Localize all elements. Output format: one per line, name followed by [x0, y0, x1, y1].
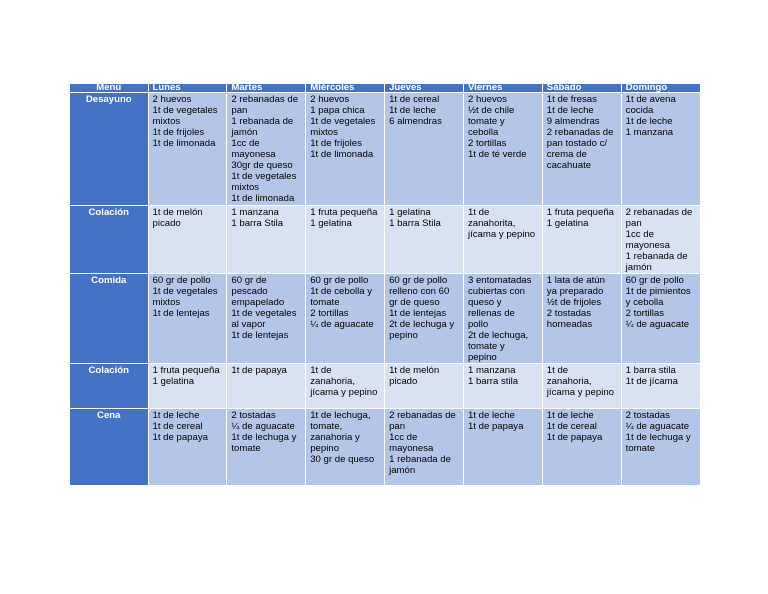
menu-item-line: pepino — [467, 352, 497, 363]
menu-cell — [148, 409, 227, 486]
menu-item-line: 1t de limonada — [310, 149, 374, 160]
menu-cell — [148, 93, 227, 206]
menu-cell — [542, 93, 621, 206]
menu-item-line: 60 gr de — [231, 275, 267, 286]
menu-item-line: pescado — [231, 286, 268, 297]
menu-item-line: 3 entomatadas — [467, 275, 532, 286]
menu-item-line: 1t de leche — [546, 105, 594, 116]
menu-item-line: 1 manzana — [467, 365, 516, 376]
menu-item-line: 1 barra stila — [625, 365, 676, 376]
menu-body — [70, 93, 700, 486]
menu-cell — [463, 364, 542, 409]
menu-cell — [227, 364, 306, 409]
menu-item-line: 1t de té verde — [467, 149, 527, 160]
menu-cell — [227, 93, 306, 206]
menu-item-line: 1t de vegetales — [310, 116, 376, 127]
menu-item-line: 60 gr de pollo — [310, 275, 369, 286]
menu-item-line: 1t de papaya — [467, 421, 524, 432]
menu-item-line: 2 huevos — [152, 94, 192, 105]
menu-cell — [385, 93, 464, 206]
menu-item-line: 1 gelatina — [546, 218, 589, 229]
menu-item-line: 1t de frijoles — [310, 138, 362, 149]
menu-item-line: jícama y pepino — [310, 387, 378, 398]
menu-item-line: 1cc de — [625, 229, 654, 240]
menu-cell — [463, 274, 542, 364]
menu-item-line: tomate — [310, 297, 340, 308]
meal-label: Comida — [70, 274, 148, 364]
menu-item-line: 1 fruta pequeña — [152, 365, 220, 376]
table-row — [70, 206, 700, 274]
menu-item-line: 1t de lentejas — [152, 308, 210, 319]
menu-cell — [542, 274, 621, 364]
day-header-domingo: Domingo — [621, 84, 700, 93]
menu-item-line: empapelado — [231, 297, 285, 308]
menu-item-line: 2 tostadas — [625, 410, 670, 421]
menu-item-line: 2 huevos — [467, 94, 507, 105]
menu-item-line: 2 rebanadas de — [389, 410, 456, 421]
menu-item-line: 1cc de — [389, 432, 418, 443]
day-header-miercoles: Miércoles — [306, 84, 385, 93]
menu-item-line: 1 rebanada de — [625, 251, 688, 262]
menu-cell — [227, 274, 306, 364]
menu-item-line: mayonesa — [231, 149, 276, 160]
menu-item-line: 1t de vegetales — [231, 308, 297, 319]
menu-item-line: pan — [389, 421, 406, 432]
menu-cell — [621, 364, 700, 409]
menu-item-line: cacahuate — [546, 160, 592, 171]
menu-item-line: 1 rebanada de — [389, 454, 451, 465]
menu-item-line: mixtos — [231, 182, 260, 193]
menu-item-line: 60 gr de pollo — [152, 275, 211, 286]
menu-cell — [542, 409, 621, 486]
menu-item-line: 1t de pimientos — [625, 286, 691, 297]
menu-item-line: 2 tortillas — [625, 308, 665, 319]
menu-item-line: tomate y — [467, 341, 505, 352]
menu-cell — [306, 364, 385, 409]
menu-item-line: 1t de cereal — [546, 421, 597, 432]
menu-item-line: y cebolla — [625, 297, 664, 308]
table-row — [70, 409, 700, 486]
menu-item-line: 1t de vegetales — [152, 286, 218, 297]
menu-item-line: 1 fruta pequeña — [310, 207, 378, 218]
menu-item-line: 2 rebanadas de — [625, 207, 693, 218]
menu-item-line: 60 gr de pollo — [625, 275, 684, 286]
menu-item-line: 1t de papaya — [231, 365, 287, 376]
menu-item-line: 1 gelatina — [152, 376, 195, 387]
menu-item-line: 1t de frijoles — [152, 127, 205, 138]
menu-cell — [385, 274, 464, 364]
menu-item-line: ¼ de aguacate — [310, 319, 374, 330]
menu-item-line: 1t de papaya — [546, 432, 603, 443]
menu-item-line: picado — [389, 376, 418, 387]
menu-item-line: 1t de jícama — [625, 376, 678, 387]
menu-item-line: 1t de leche — [467, 410, 515, 421]
menu-item-line: mayonesa — [389, 443, 434, 454]
menu-item-line: 1 gelatina — [310, 218, 352, 229]
menu-item-line: 1t de lechuga y — [625, 432, 691, 443]
menu-item-line: mixtos — [310, 127, 338, 138]
menu-item-line: 1t de limonada — [152, 138, 216, 149]
menu-item-line: 2 tostadas — [231, 410, 276, 421]
menu-item-line: cocida — [625, 105, 654, 116]
menu-item-line: horneadas — [546, 319, 593, 330]
menu-item-line: pan — [625, 218, 642, 229]
menu-header-cell: Menú — [70, 84, 148, 93]
menu-cell — [621, 206, 700, 274]
menu-cell — [227, 409, 306, 486]
menu-item-line: 1t de cebolla y — [310, 286, 373, 297]
menu-item-line: 1t de — [546, 365, 569, 376]
menu-cell — [306, 409, 385, 486]
menu-cell — [227, 206, 306, 274]
menu-item-line: jamón — [231, 127, 258, 138]
menu-item-line: 1 barra Stila — [389, 218, 441, 229]
meal-label: Colación — [70, 206, 148, 274]
menu-item-line: mayonesa — [625, 240, 670, 251]
menu-cell — [148, 206, 227, 274]
meal-label: Desayuno — [70, 93, 148, 206]
menu-item-line: 1t de melón — [389, 365, 440, 376]
menu-item-line: 1t de lentejas — [389, 308, 447, 319]
menu-item-line: tomate — [231, 443, 261, 454]
menu-item-line: jamón — [625, 262, 652, 273]
menu-item-line: cubiertas con — [467, 286, 525, 297]
menu-item-line: 1t de cereal — [152, 421, 203, 432]
menu-cell — [385, 206, 464, 274]
menu-item-line: gr de queso — [389, 297, 440, 308]
menu-item-line: 1t de leche — [152, 410, 200, 421]
menu-item-line: 1 barra Stila — [231, 218, 284, 229]
menu-cell — [385, 364, 464, 409]
menu-cell — [385, 409, 464, 486]
menu-item-line: 1t de — [467, 207, 490, 218]
menu-item-line: al vapor — [231, 319, 266, 330]
menu-item-line: 2 huevos — [310, 94, 350, 105]
menu-item-line: jamón — [389, 465, 416, 476]
menu-item-line: 1t de lechuga y — [231, 432, 297, 443]
menu-item-line: 1t de papaya — [152, 432, 208, 443]
menu-cell — [542, 364, 621, 409]
day-header-viernes: Viernes — [463, 84, 542, 93]
menu-item-line: 1t de vegetales — [152, 105, 218, 116]
menu-item-line: mixtos — [152, 297, 181, 308]
menu-item-line: 1t de lechuga, — [310, 410, 371, 421]
menu-cell — [621, 409, 700, 486]
table-header-row — [70, 84, 700, 93]
menu-item-line: zanahoria, — [310, 376, 356, 387]
menu-item-line: 30gr de queso — [231, 160, 293, 171]
menu-item-line: 1t de limonada — [231, 193, 295, 204]
menu-item-line: ya preparado — [546, 286, 604, 297]
menu-cell — [148, 364, 227, 409]
menu-cell — [306, 93, 385, 206]
menu-item-line: cebolla — [467, 127, 499, 138]
day-header-jueves: Jueves — [385, 84, 464, 93]
menu-cell — [463, 93, 542, 206]
menu-cell — [463, 409, 542, 486]
menu-item-line: ¼ de aguacate — [231, 421, 295, 432]
menu-item-line: 30 gr de queso — [310, 454, 375, 465]
menu-item-line: jícama y pepino — [467, 229, 536, 240]
menu-item-line: 2 rebanadas de — [231, 94, 299, 105]
meal-label: Colación — [70, 364, 148, 409]
menu-item-line: tomate y — [467, 116, 505, 127]
menu-item-line: tomate — [625, 443, 655, 454]
menu-item-line: pan — [231, 105, 248, 116]
menu-cell — [542, 206, 621, 274]
menu-item-line: 1t de leche — [625, 116, 673, 127]
menu-item-line: 60 gr de pollo — [389, 275, 448, 286]
menu-item-line: zanahoria, — [546, 376, 592, 387]
day-header-lunes: Lunes — [148, 84, 227, 93]
table-row — [70, 93, 700, 206]
menu-item-line: 1t de vegetales — [231, 171, 297, 182]
menu-cell — [148, 274, 227, 364]
menu-item-line: 6 almendras — [389, 116, 442, 127]
menu-item-line: 1 gelatina — [389, 207, 431, 218]
menu-item-line: queso y — [467, 297, 502, 308]
day-header-martes: Martes — [227, 84, 306, 93]
menu-item-line: picado — [152, 218, 181, 229]
menu-item-line: crema de — [546, 149, 587, 160]
menu-item-line: 1 fruta pequeña — [546, 207, 615, 218]
menu-item-line: pepino — [389, 330, 418, 341]
day-header-sabado: Sábado — [542, 84, 621, 93]
menu-item-line: 1t de lentejas — [231, 330, 289, 341]
menu-item-line: zanahoria y — [310, 432, 360, 443]
menu-item-line: 2 rebanadas de — [546, 127, 614, 138]
menu-item-line: ½t de chile — [467, 105, 515, 116]
menu-cell — [463, 206, 542, 274]
menu-item-line: 1 barra stila — [467, 376, 519, 387]
menu-item-line: ¼ de aguacate — [625, 319, 690, 330]
menu-item-line: 2 tostadas — [546, 308, 592, 319]
menu-item-line: 1 rebanada de — [231, 116, 294, 127]
menu-cell — [306, 274, 385, 364]
menu-item-line: relleno con 60 — [389, 286, 450, 297]
menu-item-line: pepino — [310, 443, 340, 454]
menu-item-line: mixtos — [152, 116, 181, 127]
menu-cell — [621, 93, 700, 206]
menu-item-line: ¼ de aguacate — [625, 421, 690, 432]
menu-item-line: 1t de fresas — [546, 94, 597, 105]
menu-item-line: 1 papa chica — [310, 105, 365, 116]
menu-item-line: 2 tortillas — [467, 138, 507, 149]
menu-item-line: 1t de — [310, 365, 332, 376]
menu-item-line: 2 tortillas — [310, 308, 349, 319]
menu-item-line: 1 manzana — [231, 207, 279, 218]
table-row — [70, 274, 700, 364]
menu-item-line: 2t de lechuga, — [467, 330, 529, 341]
menu-item-line: tomate, — [310, 421, 343, 432]
menu-cell — [306, 206, 385, 274]
menu-item-line: rellenas de — [467, 308, 515, 319]
weekly-menu-table — [70, 84, 701, 486]
menu-item-line: 1t de leche — [546, 410, 594, 421]
menu-item-line: 1cc de — [231, 138, 260, 149]
menu-item-line: 1 lata de atún — [546, 275, 605, 286]
menu-item-line: zanahorita, — [467, 218, 516, 229]
menu-item-line: pollo — [467, 319, 489, 330]
meal-label: Cena — [70, 409, 148, 486]
menu-item-line: 1t de cereal — [389, 94, 440, 105]
menu-item-line: 2t de lechuga y — [389, 319, 455, 330]
menu-item-line: 9 almendras — [546, 116, 600, 127]
menu-item-line: 1t de leche — [389, 105, 437, 116]
menu-item-line: ½t de frijoles — [546, 297, 602, 308]
menu-cell — [621, 274, 700, 364]
menu-item-line: pan tostado c/ — [546, 138, 608, 149]
menu-item-line: 1 manzana — [625, 127, 674, 138]
table-row — [70, 364, 700, 409]
menu-item-line: 1t de avena — [625, 94, 676, 105]
menu-item-line: jícama y pepino — [546, 387, 614, 398]
menu-item-line: 1t de melón — [152, 207, 203, 218]
